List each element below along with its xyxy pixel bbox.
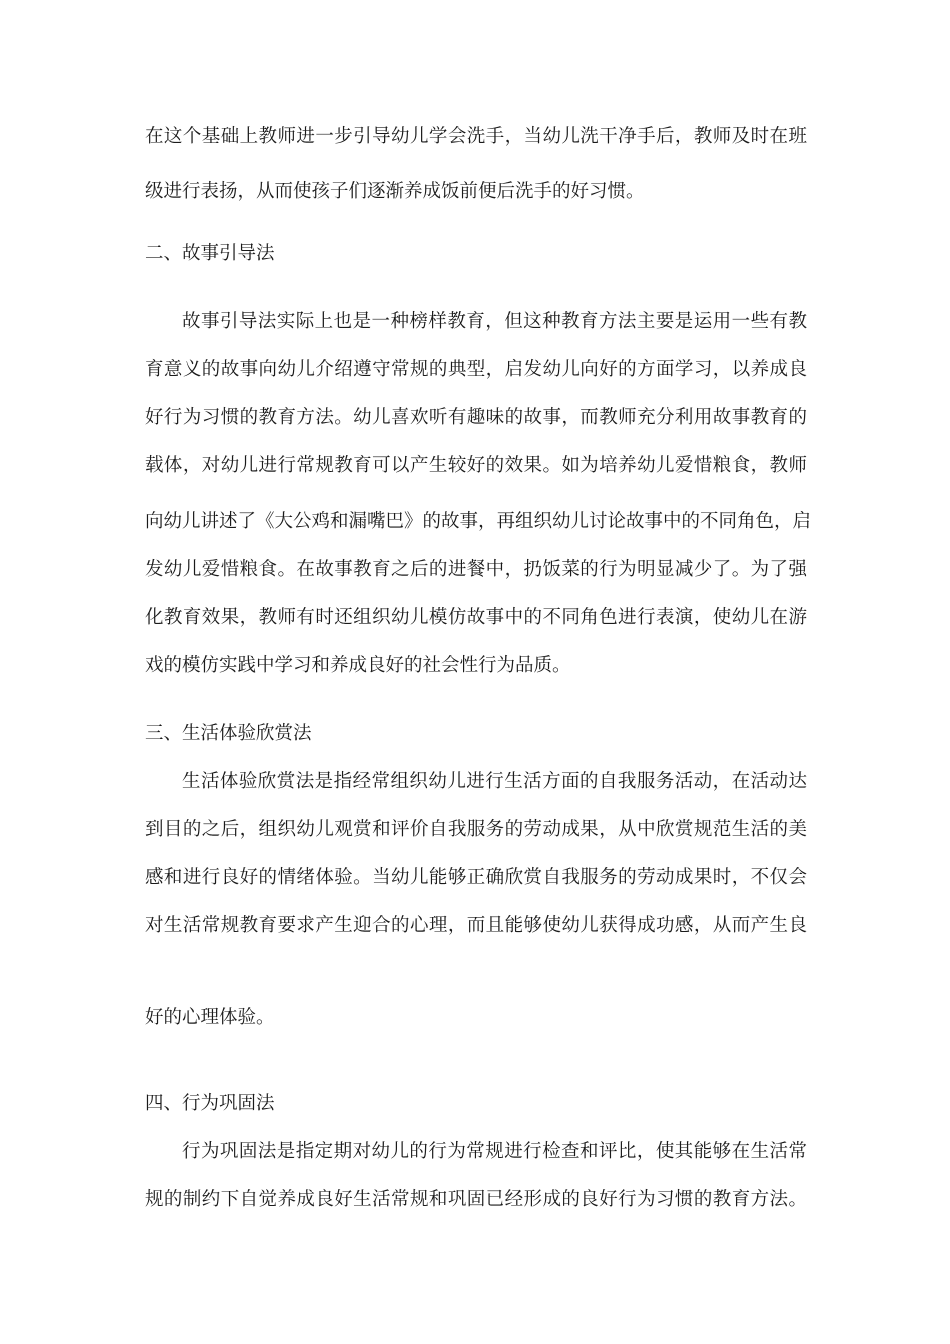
paragraph-line: 戏的模仿实践中学习和养成良好的社会性行为品质。 (145, 655, 571, 676)
paragraph-line: 行为巩固法是指定期对幼儿的行为常规进行检查和评比，使其能够在生活常 (182, 1141, 807, 1162)
paragraph-line: 化教育效果，教师有时还组织幼儿模仿故事中的不同角色进行表演，使幼儿在游 (145, 607, 807, 628)
paragraph-line: 到目的之后，组织幼儿观赏和评价自我服务的劳动成果，从中欣赏规范生活的美 (145, 819, 807, 840)
paragraph-line: 级进行表扬，从而使孩子们逐渐养成饭前便后洗手的好习惯。 (145, 181, 645, 202)
paragraph-line: 载体，对幼儿进行常规教育可以产生较好的效果。如为培养幼儿爱惜粮食，教师 (145, 455, 807, 476)
paragraph-line: 向幼儿讲述了《大公鸡和漏嘴巴》的故事，再组织幼儿讨论故事中的不同角色，启 (145, 511, 812, 532)
paragraph-line: 感和进行良好的情绪体验。当幼儿能够正确欣赏自我服务的劳动成果时，不仅会 (145, 867, 807, 888)
paragraph-line: 故事引导法实际上也是一种榜样教育，但这种教育方法主要是运用一些有教 (182, 311, 807, 332)
paragraph-line: 对生活常规教育要求产生迎合的心理，而且能够使幼儿获得成功感，从而产生良 (145, 915, 807, 936)
paragraph-line: 发幼儿爱惜粮食。在故事教育之后的进餐中，扔饭菜的行为明显减少了。为了强 (145, 559, 807, 580)
paragraph-line: 在这个基础上教师进一步引导幼儿学会洗手，当幼儿洗干净手后，教师及时在班 (145, 126, 807, 147)
paragraph-line: 好的心理体验。 (145, 1007, 275, 1028)
paragraph-line: 好行为习惯的教育方法。幼儿喜欢听有趣味的故事，而教师充分利用故事教育的 (145, 407, 807, 428)
paragraph-line: 育意义的故事向幼儿介绍遵守常规的典型，启发幼儿向好的方面学习，以养成良 (145, 359, 807, 380)
section-heading: 二、故事引导法 (145, 243, 275, 264)
section-heading: 三、生活体验欣赏法 (145, 723, 312, 744)
paragraph-line: 生活体验欣赏法是指经常组织幼儿进行生活方面的自我服务活动，在活动达 (182, 771, 807, 792)
section-heading: 四、行为巩固法 (145, 1093, 275, 1114)
paragraph-line: 规的制约下自觉养成良好生活常规和巩固已经形成的良好行为习惯的教育方法。 (145, 1189, 807, 1210)
